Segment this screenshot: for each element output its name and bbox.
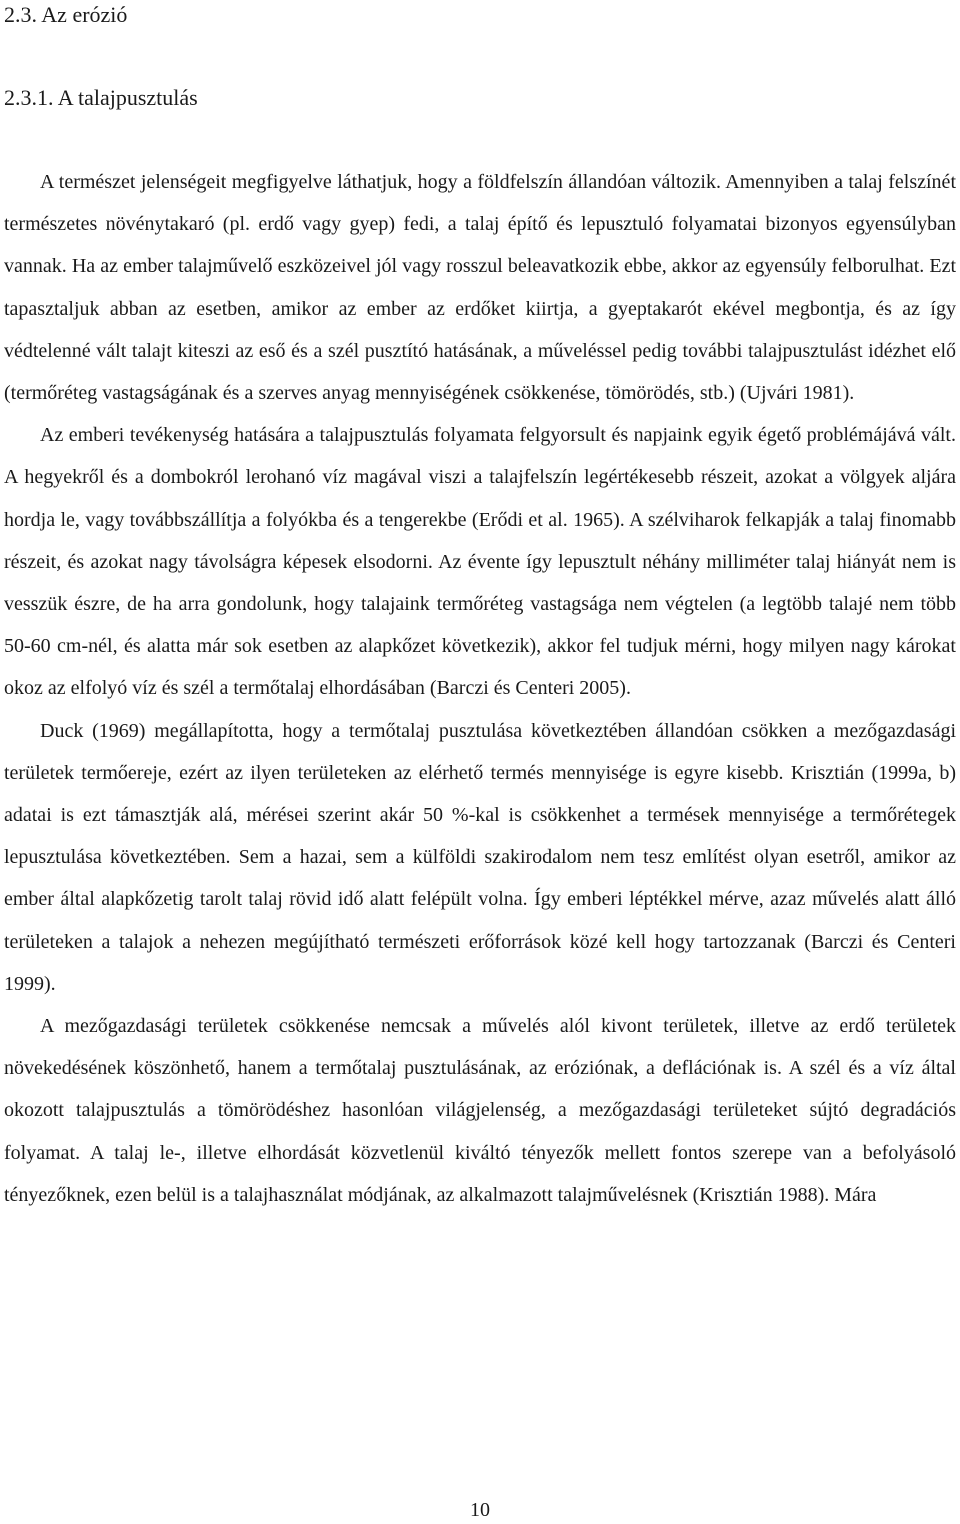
paragraph-3: Duck (1969) megállapította, hogy a termőtalaj pusztulása következtében állandóan csökken a mezőgazdasági területek termőereje, ezért az ilyen területeken az elérhető termés mennyisége is egyre kisebb. Krisztián (1999a, b) adatai is ezt támasztják alá, mérései szerint akár 50 %-kal is csökkenhet a termések mennyisége a termőrétegek lepusztulása következtében. Sem a hazai, sem a külföldi szakirodalom nem tesz említést olyan esetről, amikor az ember által alapkőzetig tarolt talaj rövid idő alatt felépült volna. Így emberi léptékkel mérve, azaz művelés alatt álló területeken a talajok a nehezen megújítható természeti erőforrások közé kell hogy tartozzanak (Barczi és Centeri 1999). xyxy=(4,719,956,995)
paragraph-2: Az emberi tevékenység hatására a talajpusztulás folyamata felgyorsult és napjaink egyik égető problémájává vált. A hegyekről és a dombokról lerohanó víz magával viszi a talajfelszín legértékesebb részeit, azokat a völgyek aljára hordja le, vagy továbbszállítja a folyókba és a tengerekbe (Erődi et al. 1965). A szélviharok felkapják a talaj finomabb részeit, és azokat nagy távolságra képesek elsodorni. Az évente így lepusztult néhány milliméter talaj hiányát nem is vesszük észre, de ha arra gondolunk, hogy talajaink termőréteg vastagsága nem végtelen (a legtöbb talajé nem több 50-60 cm-nél, és alatta már sok esetben az alapkőzet következik), akkor fel tudjuk mérni, hogy milyen nagy károkat okoz az elfolyó víz és szél a termőtalaj elhordásában (Barczi és Centeri 2005). xyxy=(4,424,956,700)
subsection-heading: 2.3.1. A talajpusztulás xyxy=(4,85,198,110)
section-heading: 2.3. Az erózió xyxy=(4,2,128,27)
page-number: 10 xyxy=(470,1499,490,1521)
paragraph-1: A természet jelenségeit megfigyelve láthatjuk, hogy a földfelszín állandóan változik. Amennyiben a talaj felszínét természetes növénytakaró (pl. erdő vagy gyep) fedi, a talaj építő és lepusztuló folyamatai bizonyos egyensúlyban vannak. Ha az ember talajművelő eszközeivel jól vagy rosszul beleavatkozik ebbe, akkor az egyensúly felborulhat. Ezt tapasztaljuk abban az esetben, amikor az ember az erdőket kiirtja, a gyeptakarót ekével megbontja, és az így védtelenné vált talajt kiteszi az eső és a szél pusztító hatásának, a műveléssel pedig további talajpusztulást idézhet elő (termőréteg vastagságának és a szerves anyag mennyiségének csökkenése, tömörödés, stb.) (Ujvári 1981). xyxy=(4,171,956,405)
paragraph-4: A mezőgazdasági területek csökkenése nemcsak a művelés alól kivont területek, illetve az erdő területek növekedésének köszönhető, hanem a termőtalaj pusztulásának, az eróziónak, a deflációnak is. A szél és a víz által okozott talajpusztulás a tömörödéshez hasonlóan világjelenség, a mezőgazdasági területeket sújtó degradációs folyamat. A talaj le-, illetve elhordását közvetlenül kiváltó tényezők mellett fontos szerepe van a befolyásoló tényezőknek, ezen belül is a talajhasználat módjának, az alkalmazott talajművelésnek (Krisztián 1988). Mára xyxy=(4,1015,956,1206)
body-text xyxy=(4,161,956,1216)
